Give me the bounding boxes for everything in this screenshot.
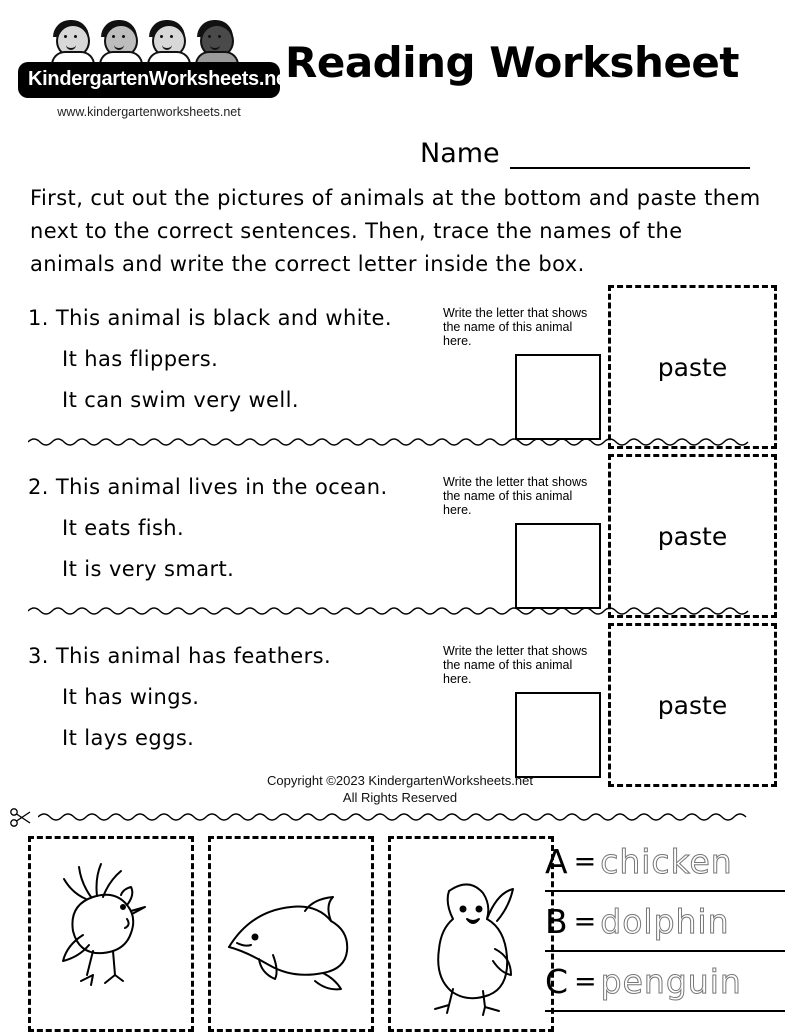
penguin-icon bbox=[391, 839, 545, 1023]
key-row-c bbox=[545, 952, 785, 1012]
cut-line bbox=[8, 806, 792, 828]
name-input-line[interactable] bbox=[510, 141, 750, 169]
kid-icon-4 bbox=[194, 20, 238, 66]
site-url: www.kindergartenworksheets.net bbox=[57, 105, 241, 119]
scallop-divider-1 bbox=[28, 436, 772, 448]
key-letter-c: C bbox=[545, 961, 569, 1001]
name-field-row bbox=[420, 138, 750, 169]
key-letter-b: B bbox=[545, 901, 568, 941]
paste-area-2[interactable]: paste bbox=[608, 454, 777, 618]
scissors-icon bbox=[10, 808, 34, 828]
chicken-icon bbox=[31, 839, 185, 1023]
question-2-text bbox=[28, 467, 448, 590]
letter-hint-3: Write the letter that shows the name of this animal here. bbox=[443, 644, 588, 686]
copyright-block bbox=[0, 772, 800, 806]
paste-area-3[interactable]: paste bbox=[608, 623, 777, 787]
page-header bbox=[0, 0, 800, 130]
logo-banner[interactable]: KindergartenWorksheets.net bbox=[18, 62, 280, 98]
key-row-b bbox=[545, 892, 785, 952]
key-word-b-trace[interactable]: dolphin bbox=[600, 901, 730, 941]
dolphin-icon bbox=[211, 839, 365, 1023]
kid-icon-3 bbox=[146, 20, 190, 66]
cutout-cards bbox=[28, 836, 554, 1032]
question-3-line3: It lays eggs. bbox=[62, 726, 195, 750]
kid-icon-1 bbox=[50, 20, 94, 66]
questions-area bbox=[0, 288, 800, 795]
key-equals-a: = bbox=[573, 845, 597, 877]
question-1-line1: This animal is black and white. bbox=[55, 306, 392, 330]
letter-input-box-2[interactable] bbox=[515, 523, 601, 609]
letter-hint-2: Write the letter that shows the name of this animal here. bbox=[443, 475, 588, 517]
chicken-picture-card[interactable] bbox=[28, 836, 194, 1032]
key-row-a bbox=[545, 832, 785, 892]
kid-icon-2 bbox=[98, 20, 142, 66]
key-letter-a: A bbox=[545, 841, 568, 881]
key-equals-c: = bbox=[574, 965, 597, 997]
key-equals-b: = bbox=[573, 905, 597, 937]
question-row-2 bbox=[0, 457, 800, 626]
page-title: Reading Worksheet bbox=[285, 38, 739, 87]
question-2-number: 2. bbox=[28, 475, 49, 499]
question-1-line2: It has flippers. bbox=[62, 347, 219, 371]
question-3-number: 3. bbox=[28, 644, 49, 668]
letter-input-box-3[interactable] bbox=[515, 692, 601, 778]
kids-illustration bbox=[32, 20, 280, 66]
penguin-picture-card[interactable] bbox=[388, 836, 554, 1032]
site-logo[interactable] bbox=[18, 20, 294, 119]
letter-answer-1 bbox=[443, 306, 603, 440]
copyright-line-1: Copyright ©2023 KindergartenWorksheets.net bbox=[267, 773, 533, 788]
key-word-c-trace[interactable]: penguin bbox=[600, 961, 742, 1001]
question-row-1 bbox=[0, 288, 800, 457]
question-row-3 bbox=[0, 626, 800, 795]
dolphin-picture-card[interactable] bbox=[208, 836, 374, 1032]
letter-answer-2 bbox=[443, 475, 603, 609]
name-label: Name bbox=[420, 138, 500, 169]
question-1-text bbox=[28, 298, 448, 421]
question-3-text bbox=[28, 636, 448, 759]
scallop-divider-2 bbox=[28, 605, 772, 617]
question-2-line2: It eats fish. bbox=[62, 516, 185, 540]
question-3-line1: This animal has feathers. bbox=[55, 644, 332, 668]
instructions-text: First, cut out the pictures of animals at the bottom and paste them next to the correct sentences. Then, trace the names of the animals and write the correct letter inside the box. bbox=[30, 186, 761, 276]
letter-answer-3 bbox=[443, 644, 603, 778]
question-2-line1: This animal lives in the ocean. bbox=[55, 475, 388, 499]
question-1-line3: It can swim very well. bbox=[62, 388, 299, 412]
question-3-line2: It has wings. bbox=[62, 685, 200, 709]
question-1-number: 1. bbox=[28, 306, 49, 330]
letter-hint-1: Write the letter that shows the name of this animal here. bbox=[443, 306, 588, 348]
copyright-line-2: All Rights Reserved bbox=[342, 790, 458, 805]
paste-area-1[interactable]: paste bbox=[608, 285, 777, 449]
letter-input-box-1[interactable] bbox=[515, 354, 601, 440]
tracing-key bbox=[545, 832, 785, 1012]
key-word-a-trace[interactable]: chicken bbox=[600, 841, 733, 881]
question-2-line3: It is very smart. bbox=[62, 557, 235, 581]
